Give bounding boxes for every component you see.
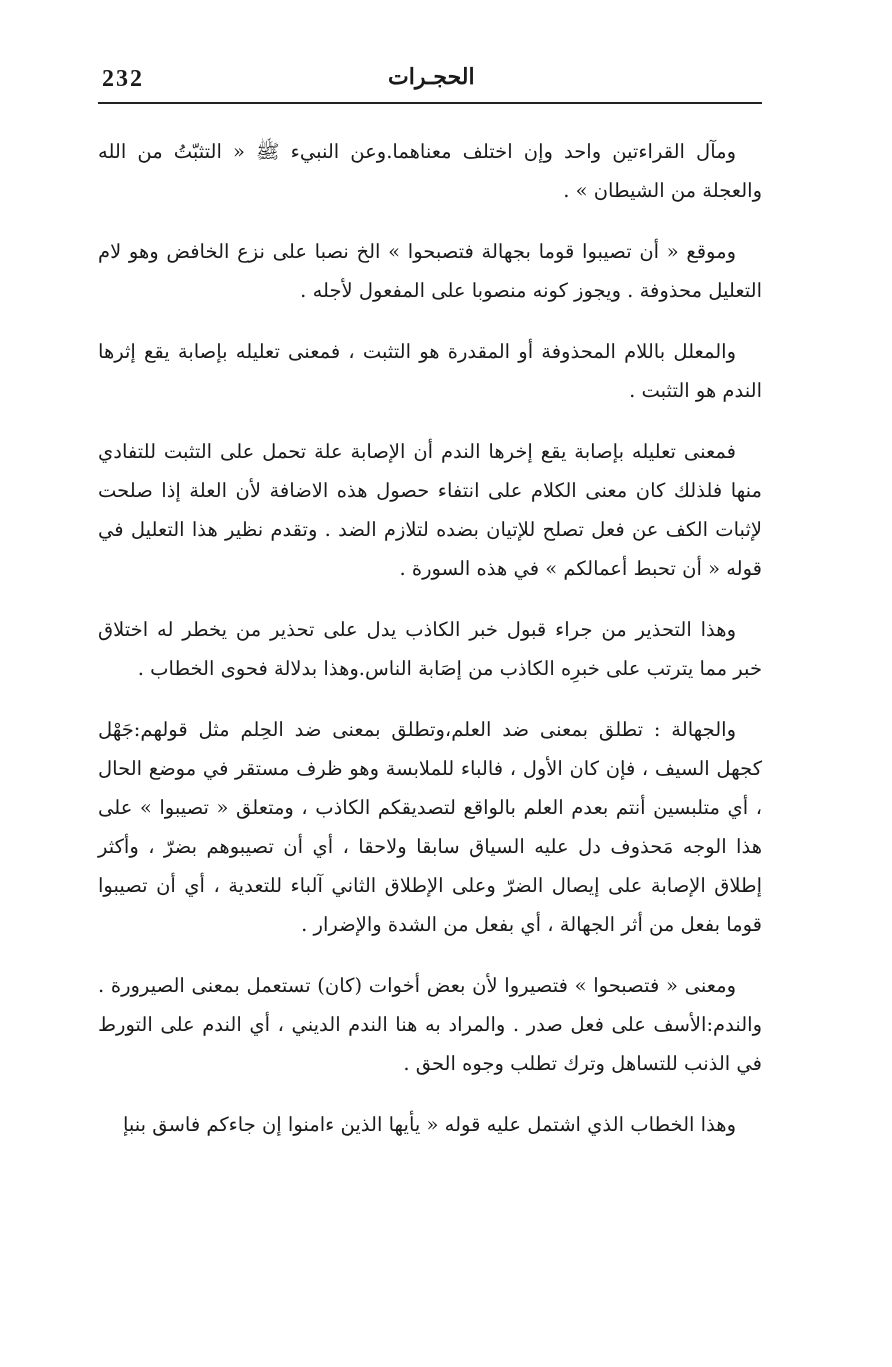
page-body: [98, 132, 762, 1144]
paragraph-2: وموقع « أن تصيبوا قوما بجهالة فتصبحوا » الخ نصبا على نزع الخافض وهو لام التعليل محذوفة . ويجوز كونه منصوبا على المفعول لأجله .: [98, 240, 762, 302]
paragraph-3: والمعلل باللام المحذوفة أو المقدرة هو التثبت ، فمعنى تعليله بإصابة يقع إثرها الندم هو التثبت .: [98, 340, 762, 402]
paragraph-8: وهذا الخطاب الذي اشتمل عليه قوله « يأيها الذين ءامنوا إن جاءكم فاسق بنبإ: [122, 1113, 736, 1136]
paragraph-4: فمعنى تعليله بإصابة يقع إخرها الندم أن الإصابة علة تحمل على التثبت للتفادي منها فلذلك كان معنى الكلام على انتفاء حصول هذه الاضافة لأن العلة إذا صلحت لإثبات الكف عن فعل تصلح للإتيان بضده لتلازم الضد . وتقدم نظير هذا التعليل في قوله « أن تحبط أعمالكم » في هذه السورة .: [98, 440, 762, 580]
paragraph-1: ومآل القراءتين واحد وإن اختلف معناهما.وعن النبيء ﷺ « التثبّتُ من الله والعجلة من الشيطان » .: [98, 140, 762, 202]
paragraph-6: والجهالة : تطلق بمعنى ضد العلم،وتطلق بمعنى ضد الحِلم مثل قولهم:جَهْل كجهل السيف ، فإن كان الأول ، فالباء للملابسة وهو ظرف مستقر في موضع الحال ، أي متلبسين أنتم بعدم العلم بالواقع لتصديقكم الكاذب ، ومتعلق « تصيبوا » على هذا الوجه مَحذوف دل عليه السياق سابقا ولاحقا ، أي أن تصيبوهم بضرّ ، وأكثر إطلاق الإصابة على إيصال الضرّ وعلى الإطلاق الثاني آلباء للتعدية ، أي أن تصيبوا قوما بفعل من أثر الجهالة ، أي بفعل من الشدة والإضرار .: [98, 718, 762, 936]
running-title: الحجـرات: [388, 64, 475, 90]
page-header: [98, 58, 762, 104]
page-number: 232: [102, 66, 144, 92]
paragraph-7: ومعنى « فتصبحوا » فتصيروا لأن بعض أخوات (كان) تستعمل بمعنى الصيرورة . والندم:الأسف على فعل صدر . والمراد به هنا الندم الديني ، أي الندم على التورط في الذنب للتساهل وترك تطلب وجوه الحق .: [98, 974, 762, 1075]
paragraph-5: وهذا التحذير من جراء قبول خبر الكاذب يدل على تحذير من يخطر له اختلاق خبر مما يترتب على خبرِه الكاذب من إصَابة الناس.وهذا بدلالة فحوى الخطاب .: [98, 618, 762, 680]
